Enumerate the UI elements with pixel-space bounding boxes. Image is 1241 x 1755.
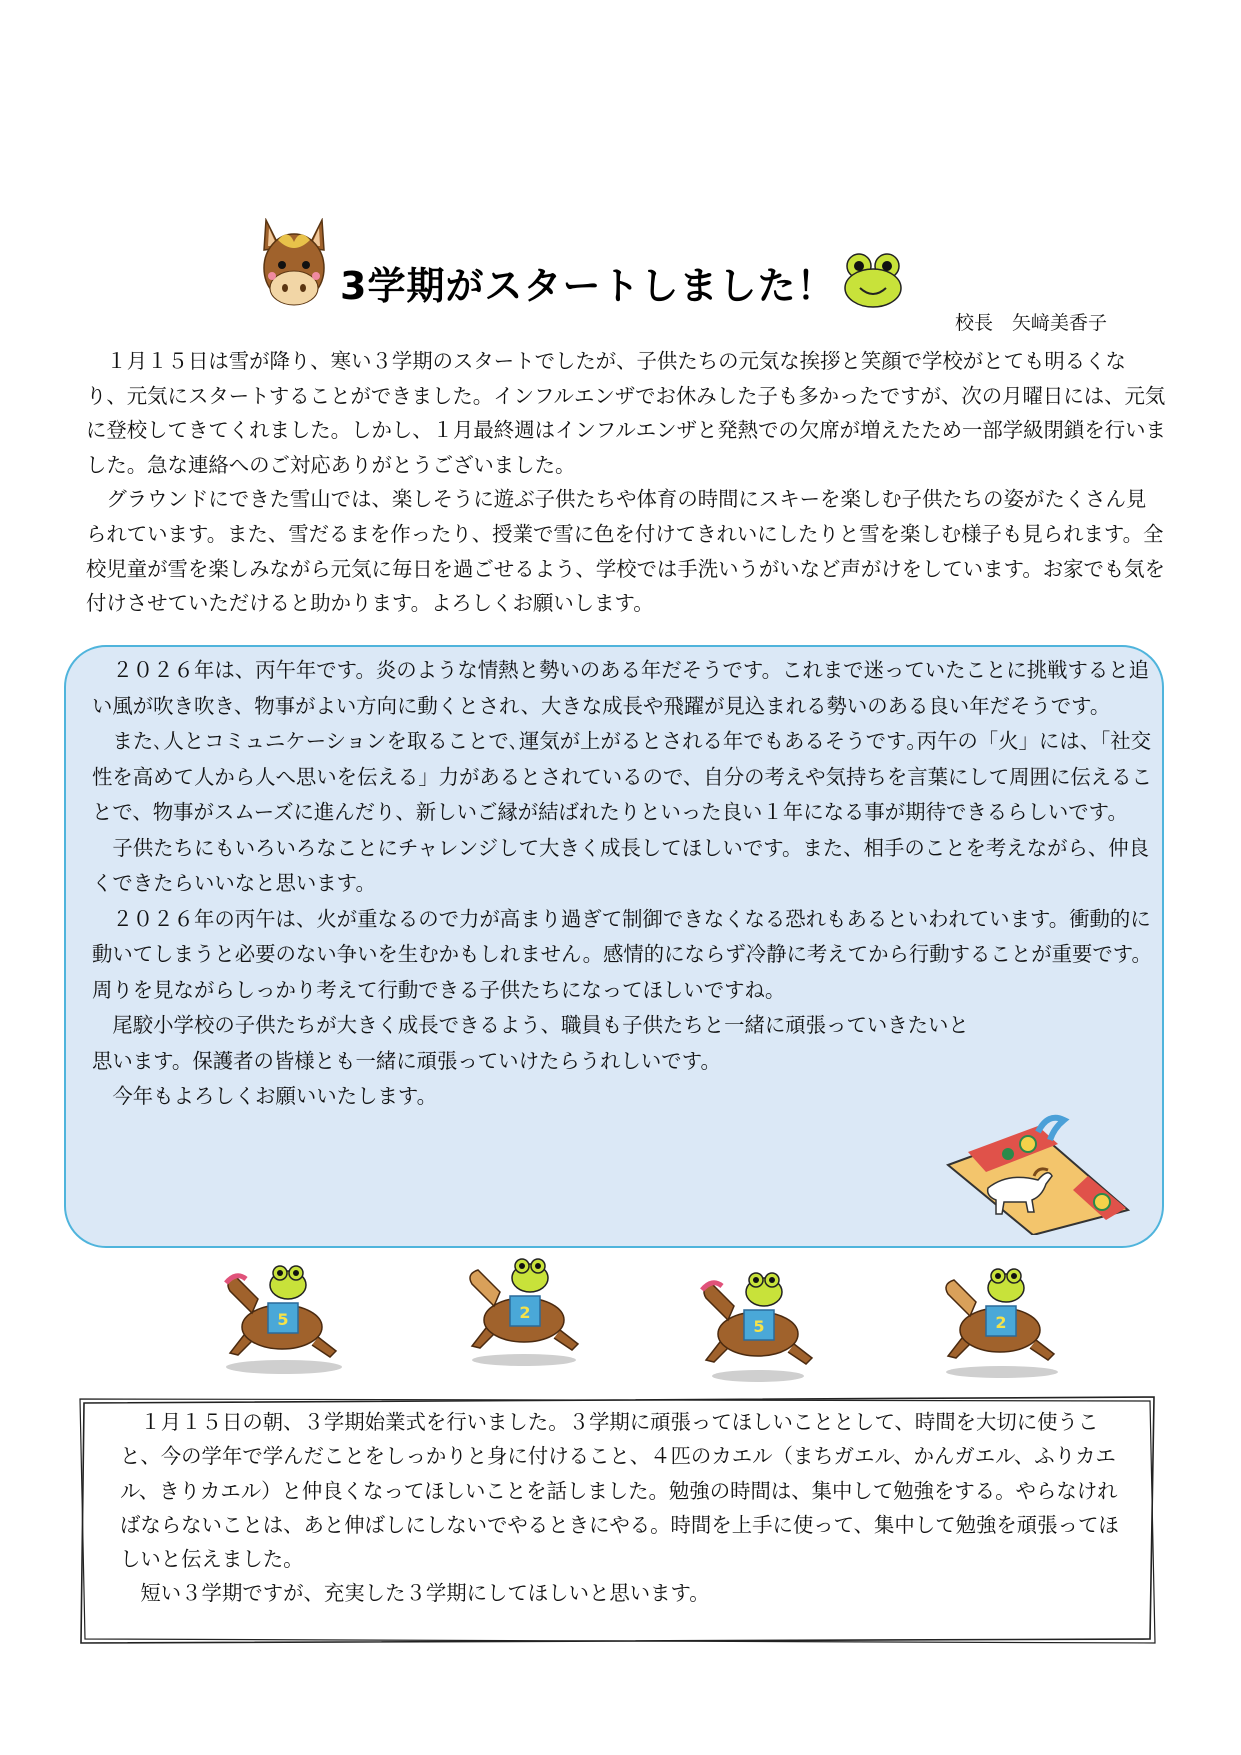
bottom-paragraph: 短い３学期ですが、充実した３学期にしてほしいと思います。 [120,1581,710,1606]
bottom-paragraph: １月１５日の朝、３学期始業式を行いました。３学期に頑張ってほしいこととして、時間を大切に使うこと、今の学年で学んだことをしっかりと身に付けること、４匹のカエル（まちガエル、かんガエル、ふりカエル、きりカエル）と仲良くなってほしいことを話しました。勉強の時間は、集中して勉強をする。やらなければならないことは、あと伸ばしにしないでやるときにやる。時間を上手に使って、集中して勉強を頑張ってほしいと伝えました。 [120,1410,1119,1572]
frog-head-icon [842,252,904,308]
box-paragraph: 今年もよろしくお願いいたします。 [92,1084,438,1108]
rider-number: 2 [995,1313,1007,1332]
ema-plaque-icon [938,1110,1138,1235]
rider-number: 5 [753,1317,765,1336]
box-paragraph: ２０２６年は、丙午年です。炎のような情熱と勢いのある年だそうです。これまで迷っていたことに挑戦すると追い風が吹き吹き、物事がよい方向に動くとされ、大きな成長や飛躍が見込まれる勢いのある良い年だそうです。 [92,658,1150,718]
intro-paragraph: １月１５日は雪が降り、寒い３学期のスタートでしたが、子供たちの元気な挨拶と笑顔で学校がとても明るくなり、元気にスタートすることができました。インフルエンザでお休みした子も多かったですが、次の月曜日には、元気に登校してきてくれました。しかし、１月最終週はインフルエンザと発熱での欠席が増えたため一部学級閉鎖を行いました。急な連絡へのご対応ありがとうございました。 [86,349,1166,477]
opening-ceremony-text [120,1405,1120,1611]
frog-jockey-horse-icon [694,1262,824,1384]
frog-jockey-horse-icon [460,1248,590,1370]
page-title: 3学期がスタートしました！ [340,264,836,308]
horse-head-icon [258,218,330,313]
intro-text [86,344,1166,621]
new-year-message-text [92,653,1152,1115]
rider-number: 2 [519,1303,531,1322]
box-paragraph: また､人とコミュニケーションを取ることで､運気が上がるとされる年でもあるそうです｡丙午の「火」には、「社交性を高めて人から人へ思いを伝える」力があるとされているので、自分の考えや気持ちを言葉にして周囲に伝えることで、物事がスムーズに進んだり、新しいご縁が結ばれたりといった良い１年になる事が期待できるらしいです。 [92,729,1152,824]
box-paragraph: ２０２６年の丙午は、火が重なるので力が高まり過ぎて制御できなくなる恐れもあるといわれています。衝動的に動いてしまうと必要のない争いを生むかもしれません。感情的にならず冷静に考えてから行動することが重要です。周りを見ながらしっかり考えて行動できる子供たちになってほしいですね。 [92,906,1152,1002]
box-paragraph: 尾駮小学校の子供たちが大きく成長できるよう、職員も子供たちと一緒に頑張っていきたいと思います。保護者の皆様とも一緒に頑張っていけたらうれしいです。 [92,1013,969,1073]
intro-paragraph: グラウンドにできた雪山では、楽しそうに遊ぶ子供たちや体育の時間にスキーを楽しむ子供たちの姿がたくさん見られています。また、雪だるまを作ったり、授業で雪に色を付けてきれいにしたりと雪を楽しむ様子も見られます。全校児童が雪を楽しみながら元気に毎日を過ごせるよう、学校では手洗いうがいなど声がけをしています。お家でも気を付けさせていただけると助かります。よろしくお願いします。 [86,487,1166,616]
frog-jockey-horse-icon [218,1255,348,1377]
box-paragraph: 子供たちにもいろいろなことにチャレンジして大きく成長してほしいです。また、相手のことを考えながら、仲良くできたらいいなと思います。 [92,835,1150,895]
frog-jockey-horse-icon [936,1258,1066,1380]
rider-number: 5 [277,1310,289,1329]
author-name: 校長 矢﨑美香子 [955,312,1108,334]
